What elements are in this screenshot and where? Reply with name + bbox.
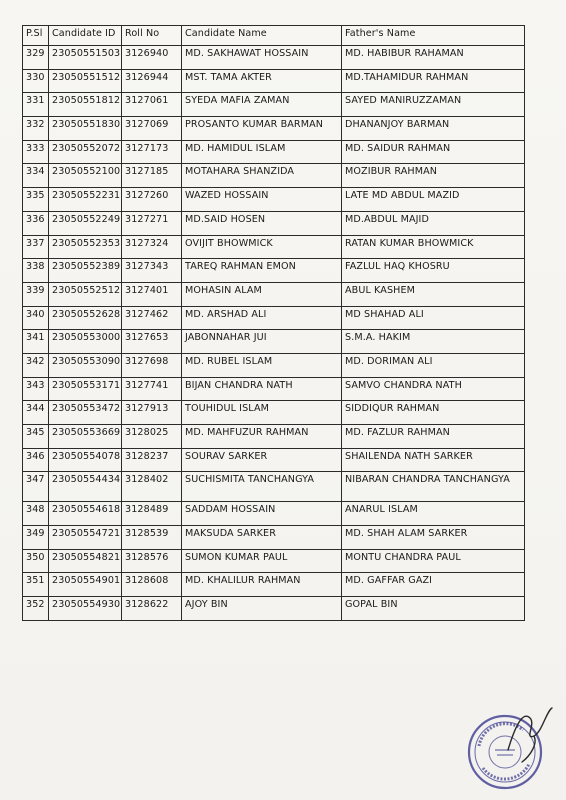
cell-fathers-name: DHANANJOY BARMAN [342, 117, 525, 141]
cell-candidate-name: OVIJIT BHOWMICK [182, 235, 342, 259]
table-row [23, 235, 525, 259]
table-row [23, 69, 525, 93]
cell-candidate-id: 23050554821 [49, 549, 122, 573]
cell-candidate-name: MOTAHARA SHANZIDA [182, 164, 342, 188]
table-row [23, 526, 525, 550]
cell-roll-no: 3127741 [122, 377, 182, 401]
table-row [23, 502, 525, 526]
cell-fathers-name: SAMVO CHANDRA NATH [342, 377, 525, 401]
cell-psl: 348 [23, 502, 49, 526]
cell-psl: 332 [23, 117, 49, 141]
cell-candidate-name: SUCHISMITA TANCHANGYA [182, 472, 342, 502]
table-header [23, 26, 525, 46]
cell-roll-no: 3128576 [122, 549, 182, 573]
table-row [23, 306, 525, 330]
cell-candidate-name: SADDAM HOSSAIN [182, 502, 342, 526]
cell-roll-no: 3127324 [122, 235, 182, 259]
candidate-list-table [22, 25, 525, 621]
cell-candidate-name: AJOY BIN [182, 597, 342, 621]
cell-roll-no: 3128402 [122, 472, 182, 502]
table-row [23, 46, 525, 70]
cell-roll-no: 3128622 [122, 597, 182, 621]
cell-roll-no: 3126940 [122, 46, 182, 70]
header-psl: P.Sl [23, 26, 49, 46]
table-row [23, 353, 525, 377]
cell-psl: 350 [23, 549, 49, 573]
cell-candidate-id: 23050553000 [49, 330, 122, 354]
cell-candidate-id: 23050554434 [49, 472, 122, 502]
cell-fathers-name: ABUL KASHEM [342, 282, 525, 306]
cell-roll-no: 3127069 [122, 117, 182, 141]
cell-roll-no: 3127061 [122, 93, 182, 117]
table-row [23, 549, 525, 573]
table-row [23, 188, 525, 212]
cell-candidate-id: 23050553171 [49, 377, 122, 401]
cell-candidate-name: MAKSUDA SARKER [182, 526, 342, 550]
cell-fathers-name: MD. DORIMAN ALI [342, 353, 525, 377]
table-row [23, 425, 525, 449]
cell-fathers-name: MD.TAHAMIDUR RAHMAN [342, 69, 525, 93]
cell-candidate-id: 23050553669 [49, 425, 122, 449]
cell-fathers-name: MONTU CHANDRA PAUL [342, 549, 525, 573]
cell-fathers-name: MD. GAFFAR GAZI [342, 573, 525, 597]
header-fathers-name: Father's Name [342, 26, 525, 46]
cell-candidate-name: MOHASIN ALAM [182, 282, 342, 306]
cell-roll-no: 3126944 [122, 69, 182, 93]
table-row [23, 93, 525, 117]
cell-fathers-name: FAZLUL HAQ KHOSRU [342, 259, 525, 283]
cell-psl: 339 [23, 282, 49, 306]
cell-candidate-name: TAREQ RAHMAN EMON [182, 259, 342, 283]
table-row [23, 259, 525, 283]
cell-psl: 333 [23, 140, 49, 164]
cell-candidate-name: SOURAV SARKER [182, 448, 342, 472]
table-row [23, 401, 525, 425]
cell-candidate-name: PROSANTO KUMAR BARMAN [182, 117, 342, 141]
cell-candidate-name: MST. TAMA AKTER [182, 69, 342, 93]
cell-candidate-id: 23050551512 [49, 69, 122, 93]
cell-candidate-name: JABONNAHAR JUI [182, 330, 342, 354]
cell-roll-no: 3127698 [122, 353, 182, 377]
cell-candidate-id: 23050552389 [49, 259, 122, 283]
table-row [23, 377, 525, 401]
cell-candidate-id: 23050552512 [49, 282, 122, 306]
cell-psl: 343 [23, 377, 49, 401]
cell-fathers-name: MD SHAHAD ALI [342, 306, 525, 330]
cell-candidate-name: MD. HAMIDUL ISLAM [182, 140, 342, 164]
cell-fathers-name: LATE MD ABDUL MAZID [342, 188, 525, 212]
cell-candidate-id: 23050554901 [49, 573, 122, 597]
cell-candidate-id: 23050552072 [49, 140, 122, 164]
cell-candidate-id: 23050551503 [49, 46, 122, 70]
cell-candidate-name: WAZED HOSSAIN [182, 188, 342, 212]
cell-roll-no: 3127343 [122, 259, 182, 283]
cell-candidate-name: TOUHIDUL ISLAM [182, 401, 342, 425]
table-header-row [23, 26, 525, 46]
cell-psl: 347 [23, 472, 49, 502]
cell-candidate-name: MD.SAID HOSEN [182, 211, 342, 235]
cell-roll-no: 3127653 [122, 330, 182, 354]
cell-roll-no: 3127401 [122, 282, 182, 306]
cell-roll-no: 3127185 [122, 164, 182, 188]
cell-fathers-name: MD. FAZLUR RAHMAN [342, 425, 525, 449]
cell-psl: 342 [23, 353, 49, 377]
cell-psl: 334 [23, 164, 49, 188]
cell-fathers-name: SIDDIQUR RAHMAN [342, 401, 525, 425]
cell-roll-no: 3127271 [122, 211, 182, 235]
cell-psl: 329 [23, 46, 49, 70]
cell-roll-no: 3127173 [122, 140, 182, 164]
cell-psl: 337 [23, 235, 49, 259]
cell-psl: 344 [23, 401, 49, 425]
cell-candidate-id: 23050554721 [49, 526, 122, 550]
cell-candidate-id: 23050553090 [49, 353, 122, 377]
cell-psl: 331 [23, 93, 49, 117]
cell-candidate-name: MD. KHALILUR RAHMAN [182, 573, 342, 597]
table-row [23, 164, 525, 188]
cell-fathers-name: SAYED MANIRUZZAMAN [342, 93, 525, 117]
cell-fathers-name: MD. SHAH ALAM SARKER [342, 526, 525, 550]
table-row [23, 140, 525, 164]
cell-fathers-name: ANARUL ISLAM [342, 502, 525, 526]
table-row [23, 573, 525, 597]
cell-candidate-id: 23050552628 [49, 306, 122, 330]
cell-candidate-id: 23050551830 [49, 117, 122, 141]
cell-fathers-name: GOPAL BIN [342, 597, 525, 621]
header-candidate-id: Candidate ID [49, 26, 122, 46]
cell-fathers-name: RATAN KUMAR BHOWMICK [342, 235, 525, 259]
cell-roll-no: 3128237 [122, 448, 182, 472]
cell-roll-no: 3128025 [122, 425, 182, 449]
cell-roll-no: 3127260 [122, 188, 182, 212]
cell-candidate-name: MD. ARSHAD ALI [182, 306, 342, 330]
cell-psl: 341 [23, 330, 49, 354]
table-row [23, 282, 525, 306]
cell-psl: 351 [23, 573, 49, 597]
cell-psl: 345 [23, 425, 49, 449]
cell-fathers-name: NIBARAN CHANDRA TANCHANGYA [342, 472, 525, 502]
cell-psl: 330 [23, 69, 49, 93]
cell-candidate-id: 23050552100 [49, 164, 122, 188]
table-row [23, 597, 525, 621]
cell-candidate-name: SUMON KUMAR PAUL [182, 549, 342, 573]
handwritten-signature-icon [500, 700, 560, 770]
cell-candidate-name: BIJAN CHANDRA NATH [182, 377, 342, 401]
cell-psl: 349 [23, 526, 49, 550]
cell-fathers-name: MOZIBUR RAHMAN [342, 164, 525, 188]
table-row [23, 330, 525, 354]
header-candidate-name: Candidate Name [182, 26, 342, 46]
cell-psl: 340 [23, 306, 49, 330]
cell-candidate-name: SYEDA MAFIA ZAMAN [182, 93, 342, 117]
cell-psl: 338 [23, 259, 49, 283]
table-row [23, 472, 525, 502]
cell-roll-no: 3128539 [122, 526, 182, 550]
header-roll-no: Roll No [122, 26, 182, 46]
table-row [23, 117, 525, 141]
cell-roll-no: 3127913 [122, 401, 182, 425]
cell-candidate-id: 23050553472 [49, 401, 122, 425]
cell-fathers-name: MD. SAIDUR RAHMAN [342, 140, 525, 164]
cell-fathers-name: MD. HABIBUR RAHAMAN [342, 46, 525, 70]
cell-fathers-name: S.M.A. HAKIM [342, 330, 525, 354]
cell-candidate-id: 23050552231 [49, 188, 122, 212]
cell-candidate-id: 23050552249 [49, 211, 122, 235]
cell-candidate-id: 23050554618 [49, 502, 122, 526]
cell-fathers-name: SHAILENDA NATH SARKER [342, 448, 525, 472]
cell-candidate-name: MD. SAKHAWAT HOSSAIN [182, 46, 342, 70]
cell-psl: 336 [23, 211, 49, 235]
cell-psl: 352 [23, 597, 49, 621]
cell-candidate-name: MD. MAHFUZUR RAHMAN [182, 425, 342, 449]
cell-psl: 346 [23, 448, 49, 472]
cell-candidate-id: 23050551812 [49, 93, 122, 117]
cell-roll-no: 3128608 [122, 573, 182, 597]
table-body [23, 46, 525, 621]
cell-roll-no: 3128489 [122, 502, 182, 526]
cell-roll-no: 3127462 [122, 306, 182, 330]
cell-candidate-name: MD. RUBEL ISLAM [182, 353, 342, 377]
cell-psl: 335 [23, 188, 49, 212]
table-row [23, 448, 525, 472]
table-row [23, 211, 525, 235]
cell-candidate-id: 23050554078 [49, 448, 122, 472]
cell-candidate-id: 23050554930 [49, 597, 122, 621]
cell-fathers-name: MD.ABDUL MAJID [342, 211, 525, 235]
cell-candidate-id: 23050552353 [49, 235, 122, 259]
